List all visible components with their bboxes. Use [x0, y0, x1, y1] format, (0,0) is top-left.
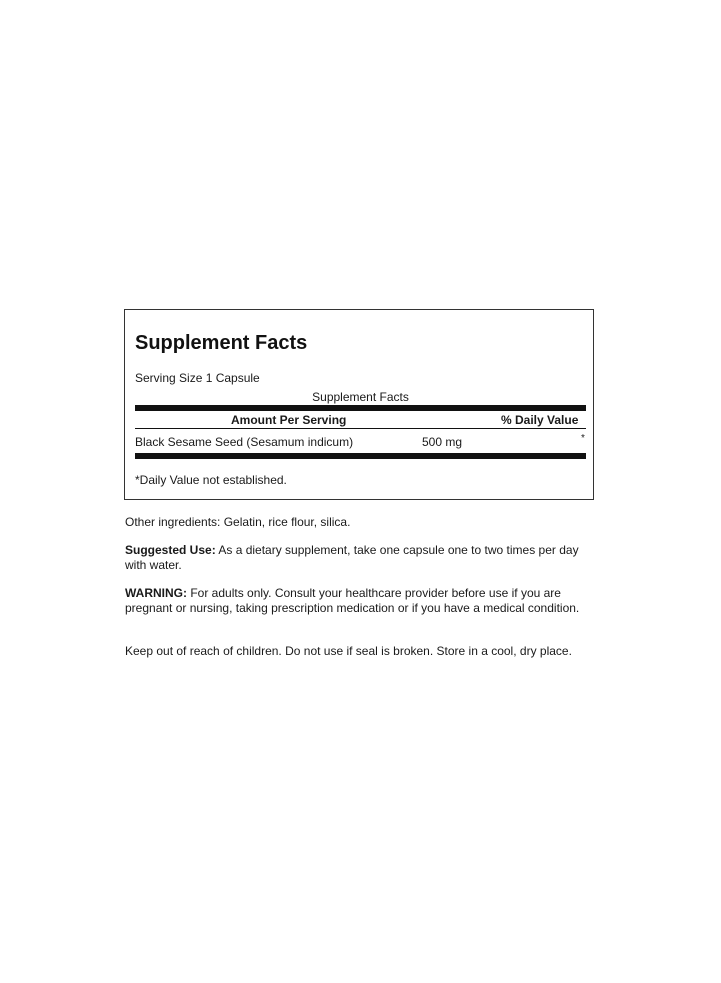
ingredient-amount: 500 mg	[422, 435, 463, 449]
supplement-facts-panel	[124, 309, 594, 500]
suggested-use-text: As a dietary supplement, take one capsule one to two times per day with water.	[125, 543, 579, 572]
other-ingredients: Other ingredients: Gelatin, rice flour, silica.	[125, 515, 351, 529]
warning-text: For adults only. Consult your healthcare provider before use if you are pregnant or nursing, taking prescription medication or if you have a medical condition.	[125, 586, 580, 615]
suggested-use	[125, 543, 600, 572]
suggested-use-label: Suggested Use:	[125, 543, 216, 557]
warning	[125, 586, 600, 615]
ingredient-daily-value: *	[581, 433, 585, 444]
ingredient-name: Black Sesame Seed (Sesamum indicum)	[135, 435, 354, 449]
header-amount-per-serving: Amount Per Serving	[231, 413, 347, 427]
facts-title: Supplement Facts	[135, 332, 308, 354]
header-daily-value: % Daily Value	[501, 413, 579, 427]
storage-instructions: Keep out of reach of children. Do not use if seal is broken. Store in a cool, dry place.	[125, 644, 572, 658]
serving-size: Serving Size 1 Capsule	[135, 371, 260, 385]
warning-label: WARNING:	[125, 586, 187, 600]
daily-value-footnote: *Daily Value not established.	[135, 473, 287, 487]
table-caption: Supplement Facts	[312, 390, 409, 404]
table-bottom-rule	[135, 453, 586, 459]
header-top-rule	[135, 405, 586, 411]
header-bottom-rule	[135, 428, 586, 429]
